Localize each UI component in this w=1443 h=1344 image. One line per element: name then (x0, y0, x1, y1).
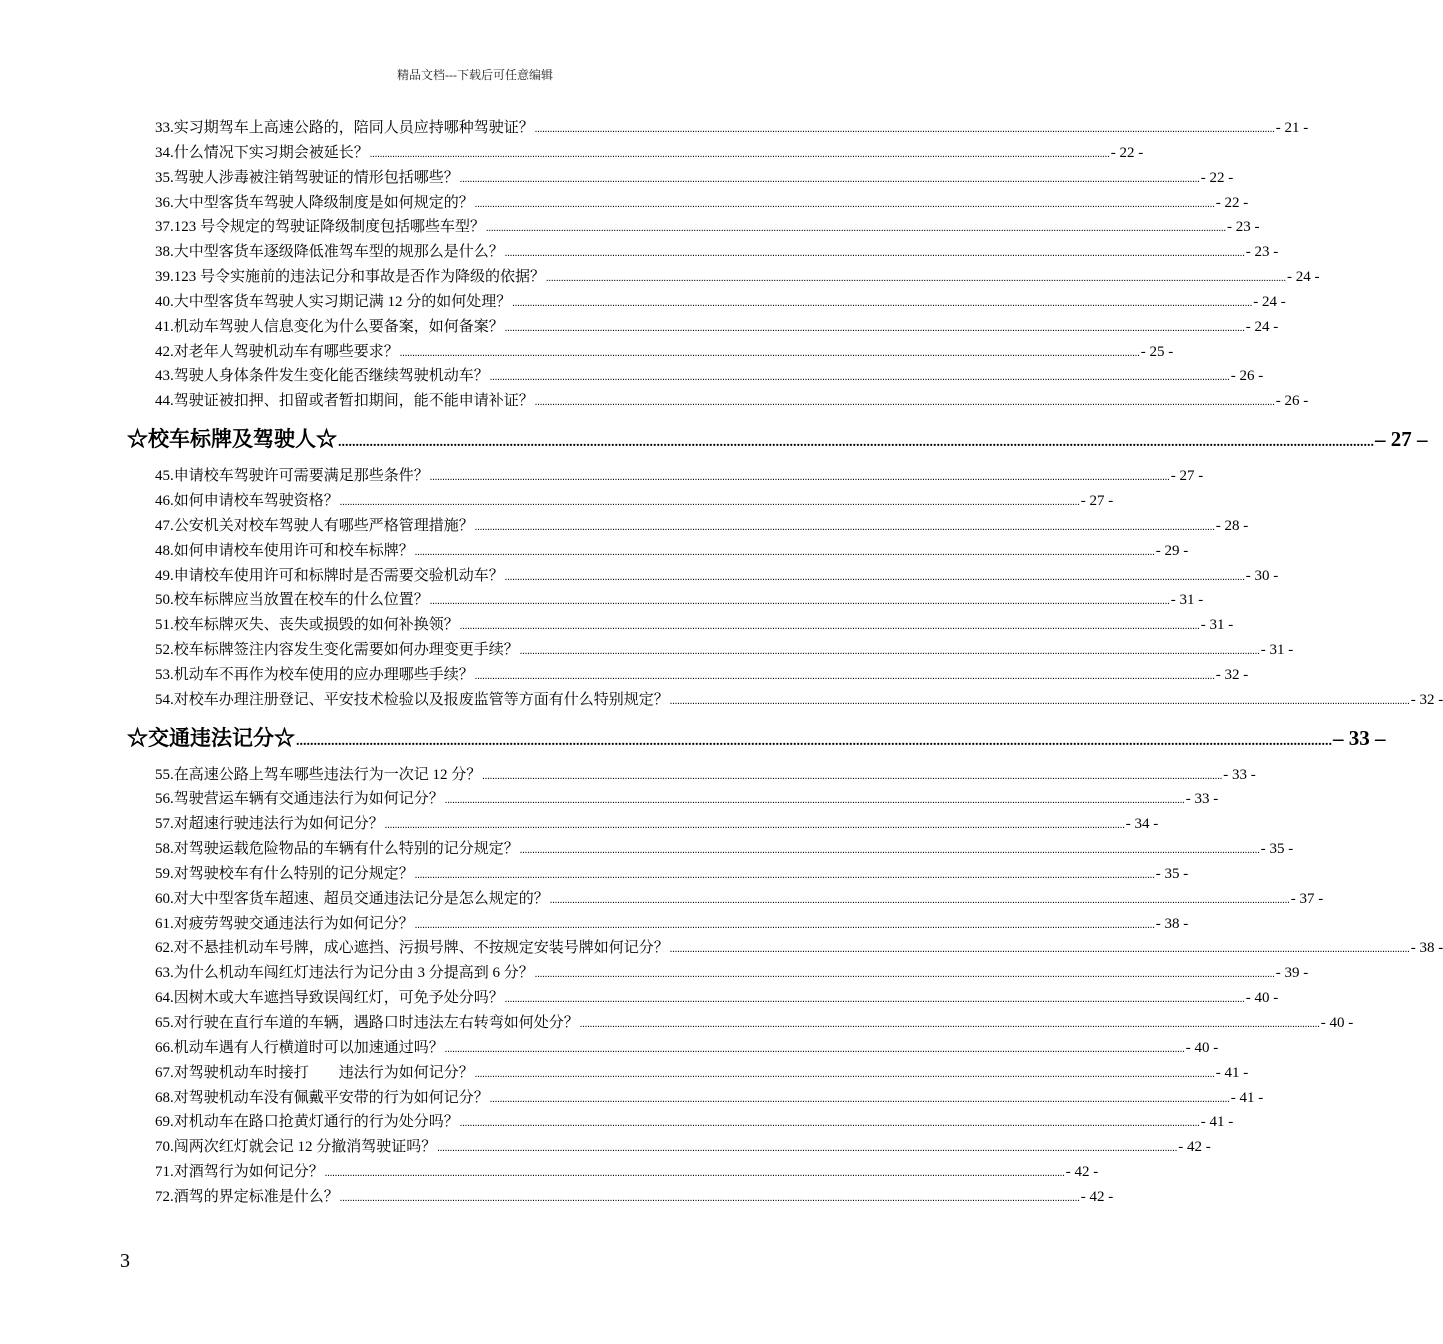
entry-page-number: - 22 - (1110, 144, 1144, 161)
toc-entry[interactable] (155, 166, 1234, 191)
toc-entry[interactable] (155, 613, 1234, 638)
entry-page-number: - 40 - (1320, 1015, 1354, 1031)
dot-leader (400, 342, 1140, 367)
entry-title: 酒驾的界定标准是什么？ (173, 1188, 339, 1205)
entry-title: 申请校车驾驶许可需要满足那些条件？ (173, 468, 429, 485)
toc-entry[interactable] (155, 389, 1309, 414)
entry-title: 对疲劳驾驶交通违法行为如何记分？ (173, 915, 414, 932)
entry-title: 校车标牌灭失、丧失或损毁的如何补换领？ (173, 617, 459, 634)
entry-number: 33. (155, 120, 174, 136)
dot-leader (475, 1063, 1215, 1088)
toc-entry[interactable] (155, 912, 1189, 937)
entry-page-number: - 35 - (1155, 865, 1189, 882)
toc-entry[interactable] (155, 340, 1174, 365)
entry-page-number: - 24 - (1287, 269, 1320, 286)
page-header: 精品文档---下载后可任意编辑 (397, 68, 553, 82)
entry-number: 46. (155, 492, 174, 509)
toc-entry[interactable] (155, 1160, 1099, 1185)
entry-title: 在高速公路上驾车哪些违法行为一次记 12 分？ (173, 766, 482, 783)
entry-page-number: - 27 - (1170, 468, 1204, 485)
entry-page-number: - 24 - (1245, 318, 1279, 335)
entry-title: 大中型客货车逐级降低准驾车型的规那么是什么？ (173, 244, 504, 261)
dot-leader (490, 1088, 1230, 1113)
entry-number: 60. (155, 890, 174, 907)
dot-leader (520, 839, 1260, 864)
entry-page-number: - 31 - (1170, 592, 1204, 609)
dot-leader (415, 864, 1155, 889)
dot-leader (520, 640, 1260, 665)
entry-number: 68. (155, 1089, 174, 1106)
entry-title: 驾驶人涉毒被注销驾驶证的情形包括哪些？ (173, 169, 459, 186)
toc-entry[interactable] (155, 663, 1249, 688)
entry-title: 公安机关对校车驾驶人有哪些严格管理措施？ (173, 517, 474, 534)
entry-number: 53. (155, 666, 174, 683)
toc-entry[interactable] (155, 514, 1249, 539)
entry-page-number: - 29 - (1155, 542, 1189, 559)
entry-number: 45. (155, 468, 174, 485)
entry-title: 校车标牌应当放置在校车的什么位置？ (173, 592, 429, 609)
section-title: ☆交通违法记分☆ (127, 725, 295, 750)
dot-leader (535, 963, 1275, 988)
entry-page-number: - 42 - (1080, 1188, 1114, 1205)
entry-title: 闯两次红灯就会记 12 分撤消驾驶证吗？ (173, 1139, 437, 1156)
dot-leader (296, 717, 1332, 767)
entry-number: 41. (155, 318, 174, 335)
toc-entry[interactable] (155, 464, 1204, 489)
toc-entry[interactable] (155, 936, 1443, 961)
entry-page-number: - 41 - (1200, 1114, 1234, 1131)
dot-leader (670, 938, 1410, 963)
entry-page-number: - 33 - (1223, 766, 1256, 783)
entry-number: 63. (155, 965, 174, 982)
entry-number: 71. (155, 1164, 174, 1181)
toc-entry[interactable] (155, 961, 1309, 986)
dot-leader (415, 914, 1155, 939)
entry-title: 申请校车使用许可和标牌时是否需要交验机动车？ (173, 567, 504, 584)
entry-number: 58. (155, 841, 174, 858)
entry-title: 机动车驾驶人信息变化为什么要备案，如何备案？ (173, 318, 504, 335)
dot-leader (475, 665, 1215, 690)
entry-page-number: - 42 - (1178, 1139, 1211, 1156)
dot-leader (340, 1187, 1080, 1212)
entry-page-number: - 35 - (1260, 841, 1294, 858)
entry-title: 如何申请校车驾驶资格？ (173, 492, 339, 509)
entry-number: 37. (155, 219, 174, 236)
entry-title: 大中型客货车驾驶人降级制度是如何规定的？ (173, 194, 474, 211)
entry-title: 大中型客货车驾驶人实习期记满 12 分的如何处理？ (173, 293, 512, 310)
dot-leader (482, 765, 1222, 790)
entry-number: 54. (155, 691, 174, 708)
page-number: 3 (120, 1250, 130, 1272)
entry-page-number: - 37 - (1290, 890, 1324, 907)
toc-entry[interactable] (155, 638, 1294, 663)
toc-entry[interactable] (155, 862, 1189, 887)
dot-leader (460, 168, 1200, 193)
toc-entry[interactable] (155, 812, 1159, 837)
dot-leader (340, 491, 1080, 516)
entry-number: 65. (155, 1015, 174, 1031)
entry-number: 66. (155, 1039, 174, 1056)
entry-title: 机动车不再作为校车使用的应办理哪些手续？ (173, 666, 474, 683)
entry-title: 对驾驶机动车没有佩戴平安带的行为如何记分？ (173, 1089, 489, 1106)
entry-title: 机动车遇有人行横道时可以加速通过吗？ (173, 1039, 444, 1056)
dot-leader (535, 118, 1275, 143)
entry-number: 38. (155, 244, 174, 261)
dot-leader (460, 1112, 1200, 1137)
toc-entry[interactable] (155, 1185, 1114, 1210)
toc-entry[interactable] (155, 887, 1324, 912)
entry-page-number: - 22 - (1200, 169, 1234, 186)
entry-page-number: - 32 - (1215, 666, 1249, 683)
entry-title: 对驾驶运载危险物品的车辆有什么特别的记分规定？ (173, 841, 519, 858)
toc-entry[interactable] (155, 364, 1264, 389)
entry-number: 49. (155, 567, 174, 584)
dot-leader (505, 566, 1245, 591)
entry-number: 56. (155, 791, 174, 808)
entry-page-number: - 33 - (1185, 791, 1219, 808)
toc-entry[interactable] (155, 191, 1249, 216)
entry-page-number: - 34 - (1125, 816, 1159, 833)
entry-number: 48. (155, 542, 174, 559)
entry-number: 35. (155, 169, 174, 186)
entry-page-number: - 23 - (1227, 219, 1260, 236)
entry-number: 43. (155, 368, 174, 385)
entry-title: 实习期驾车上高速公路的，陪同人员应持哪种驾驶证？ (173, 120, 534, 136)
entry-page-number: - 22 - (1215, 194, 1249, 211)
toc-entry[interactable] (155, 290, 1286, 315)
section-title: ☆校车标牌及驾驶人☆ (127, 427, 337, 452)
entry-page-number: - 38 - (1155, 915, 1189, 932)
dot-leader (580, 1013, 1320, 1038)
toc-section-heading[interactable] (127, 414, 1428, 464)
toc-entry[interactable] (155, 141, 1144, 166)
dot-leader (325, 1162, 1065, 1187)
entry-title: 驾驶营运车辆有交通违法行为如何记分？ (173, 791, 444, 808)
entry-page-number: - 32 - (1410, 691, 1443, 708)
entry-number: 50. (155, 592, 174, 609)
toc-entry[interactable] (155, 1011, 1354, 1036)
entry-title: 校车标牌签注内容发生变化需要如何办理变更手续？ (173, 642, 519, 659)
entry-page-number: - 38 - (1410, 940, 1443, 957)
entry-number: 57. (155, 816, 174, 833)
dot-leader (512, 292, 1252, 317)
entry-title: 对校车办理注册登记、平安技术检验以及报废监管等方面有什么特别规定？ (173, 691, 669, 708)
entry-title: 对行驶在直行车道的车辆，遇路口时违法左右转弯如何处分？ (173, 1015, 579, 1031)
entry-page-number: - 21 - (1275, 120, 1309, 136)
dot-leader (437, 1137, 1177, 1162)
entry-page-number: - 40 - (1245, 990, 1279, 1007)
entry-title: 对驾驶校车有什么特别的记分规定？ (173, 865, 414, 882)
entry-page-number: - 31 - (1260, 642, 1294, 659)
dot-leader (338, 418, 1374, 468)
entry-number: 36. (155, 194, 174, 211)
toc-entry[interactable] (155, 1061, 1249, 1086)
entry-title: 如何申请校车使用许可和校车标牌？ (173, 542, 414, 559)
entry-number: 70. (155, 1139, 174, 1156)
toc-entry[interactable] (155, 215, 1260, 240)
dot-leader (445, 789, 1185, 814)
entry-number: 69. (155, 1114, 174, 1131)
dot-leader (546, 267, 1286, 292)
dot-leader (475, 516, 1215, 541)
toc-entry[interactable] (155, 688, 1443, 713)
toc-entry[interactable] (155, 1086, 1264, 1111)
dot-leader (535, 391, 1275, 416)
toc-entry[interactable] (155, 539, 1189, 564)
entry-page-number: - 27 - (1080, 492, 1114, 509)
toc-entry[interactable] (155, 116, 1309, 141)
entry-number: 39. (155, 269, 174, 286)
entry-title: 对驾驶机动车时接打 违法行为如何记分？ (173, 1064, 474, 1081)
entry-page-number: - 28 - (1215, 517, 1249, 534)
entry-number: 44. (155, 393, 174, 410)
dot-leader (475, 193, 1215, 218)
entry-number: 55. (155, 766, 174, 783)
entry-number: 59. (155, 865, 174, 882)
toc-entry[interactable] (155, 1036, 1219, 1061)
dot-leader (505, 988, 1245, 1013)
toc-entry[interactable] (155, 763, 1256, 788)
entry-title: 驾驶人身体条件发生变化能否继续驾驶机动车？ (173, 368, 489, 385)
entry-title: 驾驶证被扣押、扣留或者暂扣期间，能不能申请补证？ (173, 393, 534, 410)
entry-title: 123 号令规定的驾驶证降级制度包括哪些车型？ (173, 219, 486, 236)
entry-title: 123 号令实施前的违法记分和事故是否作为降级的依据？ (173, 269, 546, 286)
dot-leader (430, 466, 1170, 491)
section-page-number: – 27 – (1375, 427, 1428, 452)
entry-number: 62. (155, 940, 174, 957)
entry-title: 什么情况下实习期会被延长？ (173, 144, 369, 161)
entry-number: 52. (155, 642, 174, 659)
entry-title: 对老年人驾驶机动车有哪些要求？ (173, 343, 399, 360)
entry-page-number: - 39 - (1275, 965, 1309, 982)
entry-page-number: - 23 - (1245, 244, 1279, 261)
toc-entry[interactable] (155, 787, 1219, 812)
entry-page-number: - 42 - (1065, 1164, 1099, 1181)
dot-leader (505, 242, 1245, 267)
entry-title: 为什么机动车闯红灯违法行为记分由 3 分提高到 6 分？ (173, 965, 534, 982)
toc-entry[interactable] (155, 1135, 1211, 1160)
toc-entry[interactable] (155, 564, 1279, 589)
entry-page-number: - 30 - (1245, 567, 1279, 584)
dot-leader (490, 366, 1230, 391)
entry-page-number: - 26 - (1275, 393, 1309, 410)
section-page-number: – 33 – (1333, 725, 1386, 750)
dot-leader (670, 690, 1410, 715)
entry-page-number: - 24 - (1253, 293, 1286, 310)
toc-entry[interactable] (155, 837, 1294, 862)
entry-page-number: - 25 - (1140, 343, 1174, 360)
entry-page-number: - 41 - (1230, 1089, 1264, 1106)
entry-number: 61. (155, 915, 174, 932)
dot-leader (385, 814, 1125, 839)
toc-entry[interactable] (155, 1110, 1234, 1135)
table-of-contents (127, 116, 1443, 1210)
entry-title: 对超速行驶违法行为如何记分？ (173, 816, 384, 833)
dot-leader (486, 217, 1226, 242)
toc-section-heading[interactable] (127, 713, 1386, 763)
entry-title: 对不悬挂机动车号牌，成心遮挡、污损号牌、不按规定安装号牌如何记分？ (173, 940, 669, 957)
entry-number: 40. (155, 293, 174, 310)
toc-entry[interactable] (155, 315, 1279, 340)
dot-leader (505, 317, 1245, 342)
toc-entry[interactable] (155, 986, 1279, 1011)
entry-number: 64. (155, 990, 174, 1007)
dot-leader (445, 1038, 1185, 1063)
toc-entry[interactable] (155, 265, 1320, 290)
dot-leader (415, 541, 1155, 566)
entry-title: 对机动车在路口抢黄灯通行的行为处分吗？ (173, 1114, 459, 1131)
dot-leader (430, 590, 1170, 615)
entry-title: 因树木或大车遮挡导致误闯红灯，可免予处分吗？ (173, 990, 504, 1007)
toc-entry[interactable] (155, 588, 1204, 613)
entry-number: 51. (155, 617, 174, 634)
entry-title: 对酒驾行为如何记分？ (173, 1164, 324, 1181)
toc-entry[interactable] (155, 489, 1114, 514)
entry-number: 47. (155, 517, 174, 534)
entry-page-number: - 41 - (1215, 1064, 1249, 1081)
entry-page-number: - 40 - (1185, 1039, 1219, 1056)
entry-number: 42. (155, 343, 174, 360)
dot-leader (370, 143, 1110, 168)
dot-leader (550, 889, 1290, 914)
toc-entry[interactable] (155, 240, 1279, 265)
entry-number: 67. (155, 1064, 174, 1081)
dot-leader (460, 615, 1200, 640)
entry-page-number: - 26 - (1230, 368, 1264, 385)
entry-number: 34. (155, 144, 174, 161)
entry-title: 对大中型客货车超速、超员交通违法记分是怎么规定的？ (173, 890, 549, 907)
entry-page-number: - 31 - (1200, 617, 1234, 634)
entry-number: 72. (155, 1188, 174, 1205)
